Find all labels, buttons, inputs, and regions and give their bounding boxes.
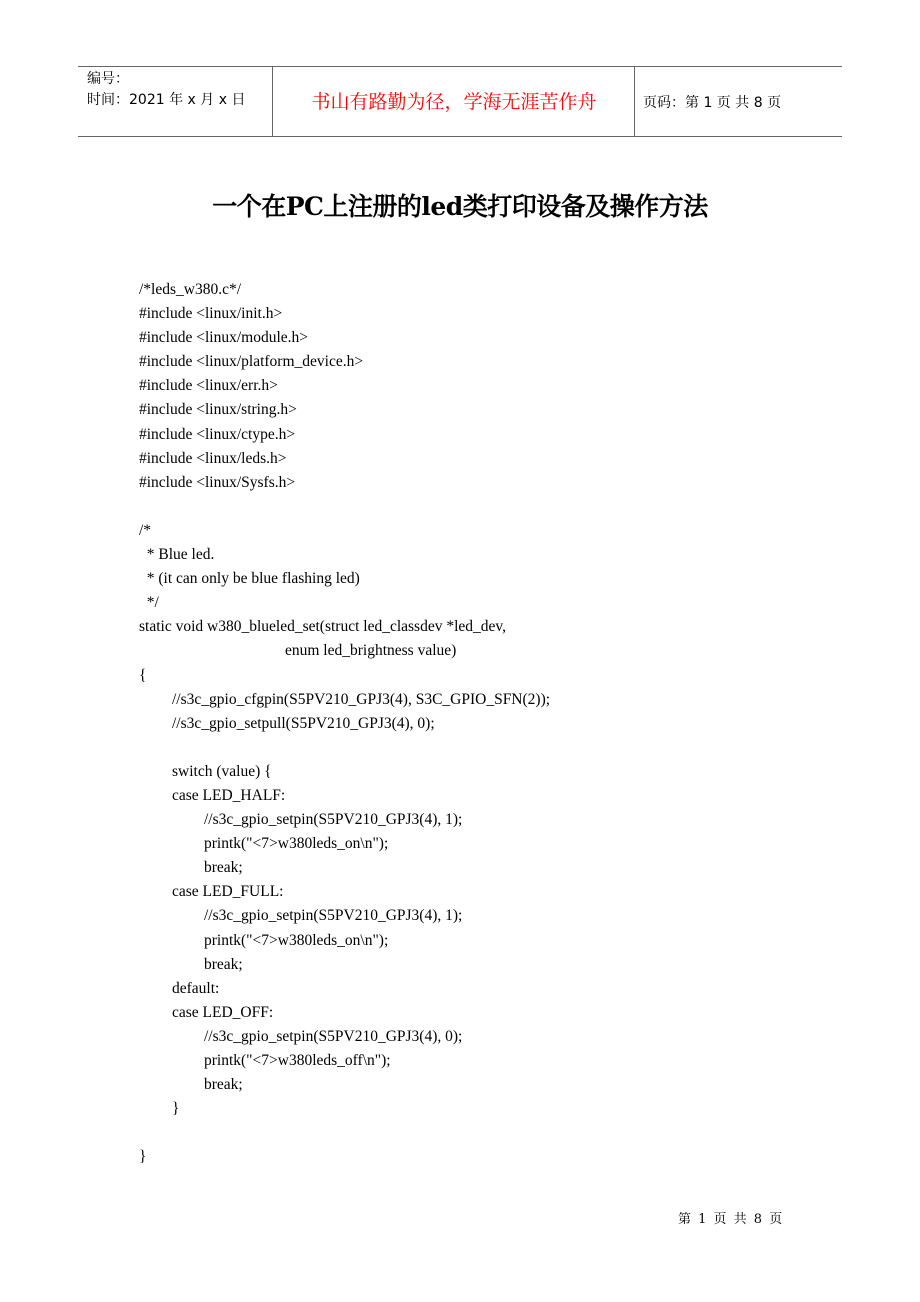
- code-line: }: [139, 1148, 147, 1166]
- code-line: printk("<7>w380leds_on\n");: [204, 835, 389, 853]
- code-line: /*: [139, 521, 152, 539]
- page-header: [78, 66, 842, 137]
- code-line: [139, 495, 550, 519]
- header-page-info: 页码：第 1 页 共 8 页: [643, 95, 782, 111]
- code-line: #include <linux/init.h>: [139, 305, 283, 323]
- document-title: 一个在PC上注册的led类打印设备及操作方法: [212, 192, 708, 221]
- code-line: static void w380_blueled_set(struct led_classdev *led_dev,: [139, 618, 507, 636]
- code-line: //s3c_gpio_setpull(S5PV210_GPJ3(4), 0);: [172, 714, 435, 732]
- code-line: //s3c_gpio_setpin(S5PV210_GPJ3(4), 1);: [204, 811, 463, 829]
- code-line: break;: [204, 1076, 243, 1094]
- code-line: #include <linux/ctype.h>: [139, 425, 296, 443]
- code-line: #include <linux/module.h>: [139, 329, 309, 347]
- code-line: printk("<7>w380leds_off\n");: [204, 1052, 391, 1069]
- document-time: 时间：2021 年 x 月 x 日: [87, 92, 246, 108]
- code-line: {: [139, 666, 147, 684]
- code-line: * (it can only be blue flashing led): [139, 570, 360, 588]
- code-line: switch (value) {: [172, 762, 272, 780]
- code-line: printk("<7>w380leds_on\n");: [204, 931, 389, 949]
- code-line: [139, 1121, 550, 1145]
- page-footer: 第 1 页 共 8 页: [678, 1212, 783, 1227]
- code-line: #include <linux/leds.h>: [139, 449, 287, 467]
- code-line: enum led_brightness value): [285, 642, 457, 660]
- code-line: case LED_OFF:: [172, 1003, 274, 1021]
- code-listing: [139, 278, 550, 1169]
- code-line: //s3c_gpio_setpin(S5PV210_GPJ3(4), 1);: [204, 907, 463, 925]
- code-line: //s3c_gpio_cfgpin(S5PV210_GPJ3(4), S3C_GPIO_SFN(2));: [172, 690, 551, 708]
- code-line: default:: [172, 979, 220, 997]
- code-line: break;: [204, 955, 243, 973]
- code-line: * Blue led.: [139, 546, 215, 564]
- code-line: /*leds_w380.c*/: [139, 281, 242, 298]
- code-line: //s3c_gpio_setpin(S5PV210_GPJ3(4), 0);: [204, 1027, 463, 1045]
- header-divider: [634, 67, 635, 136]
- code-line: [139, 736, 550, 760]
- code-line: case LED_FULL:: [172, 883, 284, 901]
- code-line: }: [172, 1100, 180, 1118]
- header-left: [87, 69, 245, 111]
- code-line: #include <linux/Sysfs.h>: [139, 473, 296, 491]
- code-line: */: [139, 594, 159, 612]
- code-line: #include <linux/err.h>: [139, 377, 278, 395]
- code-line: #include <linux/string.h>: [139, 401, 297, 419]
- code-line: #include <linux/platform_device.h>: [139, 353, 364, 371]
- header-motto: 书山有路勤为径，学海无涯苦作舟: [311, 91, 597, 113]
- document-number-label: 编号：: [87, 71, 129, 87]
- code-line: break;: [204, 859, 243, 877]
- code-line: case LED_HALF:: [172, 786, 286, 804]
